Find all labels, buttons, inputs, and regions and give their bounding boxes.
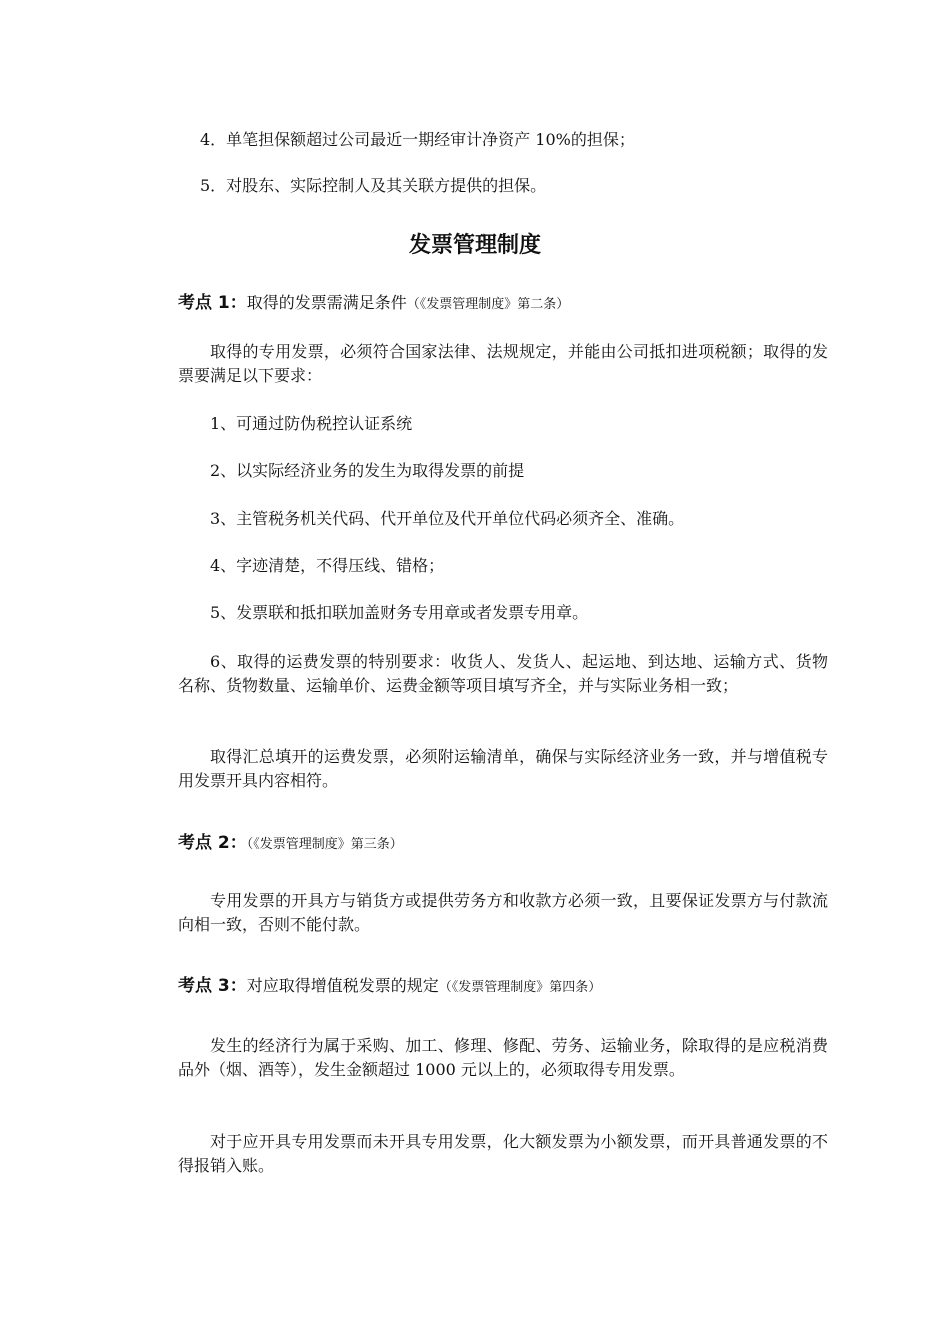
kaodian-3-ref: （《发票管理制度》第四条） (438, 980, 602, 995)
kaodian-2-label: 考点 2： (178, 833, 247, 853)
kaodian-1-ref: （《发票管理制度》第二条） (406, 297, 570, 312)
guarantee-item-4: 4．单笔担保额超过公司最近一期经审计净资产 10%的担保； (200, 130, 635, 149)
kaodian-3-heading (178, 973, 838, 1001)
kaodian-2-ref: （《发票管理制度》第三条） (246, 837, 403, 852)
kaodian-3-text: 对应取得增值税发票的规定 (246, 976, 439, 995)
kaodian-1-item-1: 1、可通过防伪税控认证系统 (210, 414, 413, 433)
kaodian-3-label: 考点 3： (178, 976, 247, 996)
guarantee-item-5: 5．对股东、实际控制人及其关联方提供的担保。 (200, 176, 547, 195)
kaodian-1-summary: 取得汇总填开的运费发票，必须附运输清单，确保与实际经济业务一致，并与增值税专用发票开具内容相符。 (178, 747, 828, 790)
kaodian-1-item-3: 3、主管税务机关代码、代开单位及代开单位代码必须齐全、准确。 (210, 509, 685, 528)
kaodian-1-text: 取得的发票需满足条件 (246, 293, 407, 312)
kaodian-1-intro: 取得的专用发票，必须符合国家法律、法规规定，并能由公司抵扣进项税额；取得的发票要满足以下要求： (178, 342, 828, 385)
kaodian-1-item-6: 6、取得的运费发票的特别要求：收货人、发货人、起运地、到达地、运输方式、货物名称、货物数量、运输单价、运费金额等项目填写齐全，并与实际业务相一致； (178, 652, 828, 695)
section-title: 发票管理制度 (408, 233, 541, 258)
kaodian-1-heading (178, 290, 838, 318)
kaodian-1-label: 考点 1： (178, 293, 247, 313)
kaodian-2-heading (178, 830, 838, 858)
kaodian-3-body-1: 发生的经济行为属于采购、加工、修理、修配、劳务、运输业务，除取得的是应税消费品外（烟、酒等），发生金额超过 1000 元以上的，必须取得专用发票。 (178, 1036, 828, 1079)
kaodian-1-item-2: 2、以实际经济业务的发生为取得发票的前提 (210, 461, 525, 480)
kaodian-1-item-4: 4、字迹清楚，不得压线、错格； (210, 556, 445, 575)
kaodian-3-body-2: 对于应开具专用发票而未开具专用发票，化大额发票为小额发票，而开具普通发票的不得报销入账。 (178, 1132, 828, 1175)
kaodian-2-body: 专用发票的开具方与销货方或提供劳务方和收款方必须一致，且要保证发票方与付款流向相一致，否则不能付款。 (178, 891, 828, 934)
kaodian-1-item-5: 5、发票联和抵扣联加盖财务专用章或者发票专用章。 (210, 603, 589, 622)
